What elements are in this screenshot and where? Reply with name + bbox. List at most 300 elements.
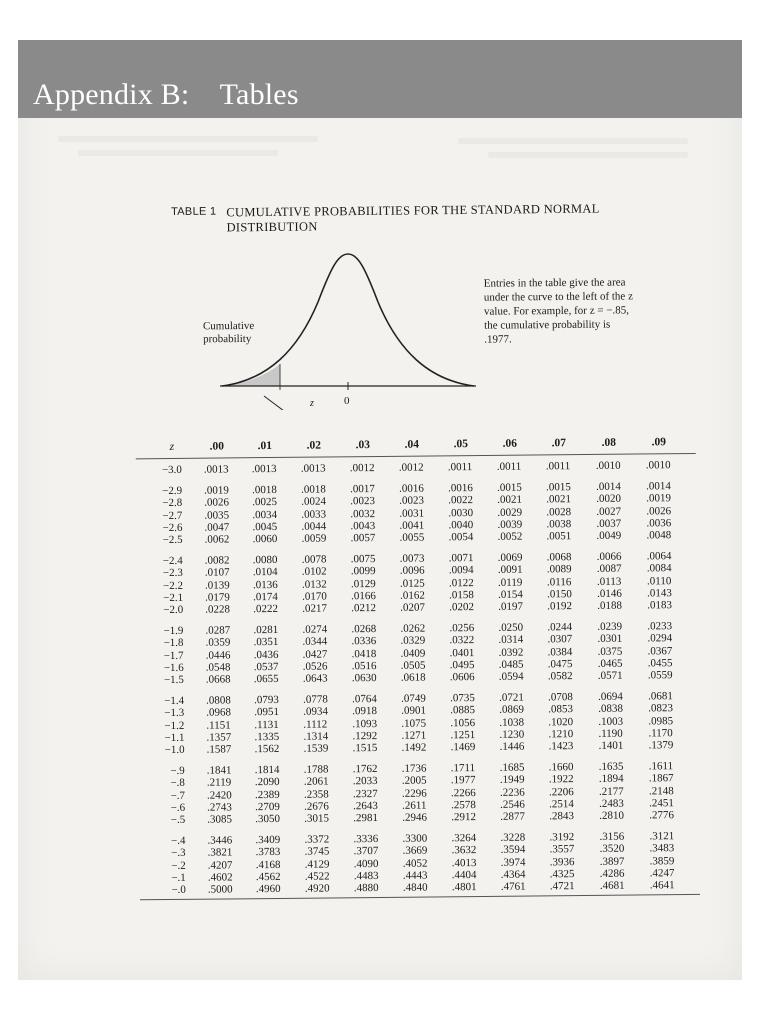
probability-cell: .0322 [449, 634, 475, 647]
probability-cell: .4801 [451, 881, 477, 894]
probability-cell: .0143 [647, 586, 672, 600]
z-value: −.6 [170, 801, 186, 814]
probability-cell: .0094 [448, 564, 474, 577]
probability-cell: .0045 [252, 520, 278, 533]
probability-cell: .3783 [255, 846, 281, 859]
probability-cell: .2061 [303, 775, 329, 789]
probability-cell: .2451 [649, 796, 674, 810]
probability-cell: .4090 [353, 857, 379, 870]
probability-cell: .4129 [304, 858, 330, 871]
probability-cell: .0643 [302, 672, 328, 685]
probability-cell: .3859 [649, 854, 675, 867]
probability-cell: .0256 [449, 622, 475, 635]
probability-cell: .4761 [500, 880, 526, 893]
probability-cell: .0359 [205, 636, 231, 650]
probability-cell: .0026 [204, 496, 230, 510]
probability-cell: .0188 [597, 599, 623, 612]
probability-cell: .0048 [646, 529, 672, 542]
probability-cell: .0062 [204, 533, 230, 546]
probability-cell: .0011 [545, 460, 571, 473]
probability-cell: .0250 [498, 621, 524, 635]
probability-cell: .0071 [448, 552, 474, 565]
probability-cell: .1038 [499, 716, 525, 729]
probability-cell: .0020 [596, 493, 621, 506]
probability-cell: .3300 [402, 832, 428, 845]
probability-cell: .0174 [253, 590, 278, 603]
probability-cell: .0548 [205, 661, 231, 674]
z-value: −2.8 [162, 497, 183, 510]
probability-cell: .3974 [500, 856, 526, 869]
probability-cell: .0166 [351, 589, 376, 603]
probability-cell: .1977 [450, 774, 476, 787]
probability-cell: .3264 [451, 832, 477, 845]
probability-cell: .1210 [548, 727, 574, 741]
probability-cell: .0043 [350, 519, 376, 533]
probability-cell: .3015 [304, 812, 330, 825]
probability-cell: .0035 [204, 509, 230, 522]
probability-cell: .0749 [401, 692, 426, 705]
probability-cell: .0427 [302, 648, 328, 661]
probability-cell: .0694 [598, 690, 623, 704]
probability-cell: .0102 [301, 565, 327, 579]
z-value: −.1 [171, 871, 186, 884]
probability-cell: .2420 [206, 789, 232, 802]
probability-cell: .2946 [402, 811, 428, 824]
probability-cell: .1611 [648, 760, 674, 773]
probability-cell: .0060 [252, 532, 278, 546]
probability-cell: .0013 [251, 462, 277, 476]
probability-cell: .1660 [548, 761, 574, 774]
probability-cell: .2090 [254, 776, 280, 789]
probability-cell: .0034 [252, 508, 278, 521]
probability-cell: .0668 [205, 673, 231, 686]
probability-cell: .4052 [402, 857, 428, 870]
z-value: −2.5 [162, 533, 183, 547]
probability-cell: .0014 [596, 480, 621, 494]
probability-cell: .3632 [451, 844, 477, 857]
z-value: −.4 [170, 835, 186, 848]
probability-cell: .4721 [549, 880, 575, 893]
column-header: .07 [551, 437, 567, 450]
column-header: .09 [651, 436, 667, 449]
z-value: −1.4 [164, 695, 185, 708]
column-header: .06 [502, 437, 518, 450]
probability-cell: .0281 [253, 624, 279, 637]
probability-cell: .0212 [351, 602, 377, 615]
probability-cell: .1949 [499, 773, 525, 787]
probability-cell: .0436 [253, 648, 279, 661]
probability-cell: .3557 [549, 843, 575, 856]
column-header: .04 [404, 438, 420, 451]
probability-cell: .0375 [597, 645, 623, 658]
probability-cell: .0091 [497, 563, 523, 577]
probability-cell: .1515 [352, 742, 378, 755]
probability-cell: .0015 [546, 481, 571, 494]
probability-cell: .0010 [645, 459, 671, 472]
probability-cell: .0080 [252, 554, 278, 567]
probability-cell: .0014 [646, 480, 671, 493]
probability-cell: .2483 [599, 797, 624, 810]
probability-cell: .0901 [401, 704, 427, 718]
entries-note: Entries in the table give the area under the curve to the left of the z value. For example, for z = −.85, the cumulative probability is .1977. [483, 276, 633, 346]
probability-cell: .0122 [448, 576, 474, 589]
probability-cell: .0192 [547, 600, 573, 613]
probability-cell: .0465 [597, 657, 623, 670]
probability-cell: .0217 [302, 602, 328, 615]
probability-cell: .0055 [399, 531, 425, 544]
probability-cell: .3745 [304, 845, 330, 859]
probability-cell: .0113 [596, 575, 622, 588]
probability-cell: .1075 [401, 717, 427, 730]
z-value: −2.7 [162, 509, 183, 522]
probability-cell: .3121 [649, 830, 675, 843]
probability-cell: .0011 [496, 460, 522, 473]
probability-cell: .2266 [450, 786, 476, 799]
probability-cell: .1635 [598, 760, 624, 774]
probability-cell: .2709 [255, 800, 280, 813]
z-value: −2.9 [162, 485, 183, 498]
probability-cell: .0016 [448, 482, 473, 495]
probability-cell: .0040 [448, 518, 474, 532]
probability-cell: .4483 [353, 869, 379, 883]
probability-cell: .1841 [206, 764, 232, 777]
probability-cell: .2033 [352, 775, 378, 788]
probability-cell: .4880 [353, 882, 379, 895]
probability-cell: .0132 [301, 578, 327, 591]
probability-cell: .1814 [254, 764, 280, 777]
probability-cell: .0968 [206, 706, 232, 720]
probability-cell: .0485 [498, 658, 524, 671]
probability-cell: .0287 [205, 624, 231, 637]
z-value: −.7 [170, 789, 186, 802]
probability-cell: .4325 [549, 867, 575, 881]
probability-cell: .2546 [500, 798, 525, 811]
probability-cell: .0032 [350, 507, 376, 520]
probability-cell: .0778 [303, 693, 328, 706]
probability-cell: .1401 [598, 739, 624, 752]
probability-cell: .2296 [401, 787, 427, 800]
probability-cell: .4168 [255, 858, 281, 871]
probability-cell: .0618 [400, 671, 426, 684]
probability-cell: .1151 [206, 719, 231, 732]
probability-cell: .0038 [546, 517, 572, 531]
probability-cell: .0571 [597, 669, 623, 682]
probability-cell: .0012 [349, 462, 375, 475]
probability-cell: .2389 [254, 788, 280, 801]
probability-cell: .0197 [498, 600, 524, 613]
page-photo [18, 40, 742, 980]
probability-cell: .0808 [206, 694, 231, 707]
probability-cell: .0162 [400, 589, 425, 602]
probability-cell: .0018 [252, 484, 277, 497]
probability-cell: .1112 [303, 718, 328, 731]
probability-cell: .1587 [206, 743, 232, 756]
probability-cell: .1251 [450, 728, 476, 742]
probability-cell: .1446 [499, 740, 525, 753]
probability-cell: .0735 [450, 692, 475, 705]
probability-cell: .2912 [451, 811, 477, 824]
probability-cell: .0838 [598, 703, 624, 716]
probability-cell: .0418 [351, 647, 377, 660]
probability-cell: .0051 [546, 530, 572, 543]
probability-cell: .3707 [353, 845, 379, 858]
z-value: −.8 [170, 777, 185, 790]
probability-cell: .0239 [597, 620, 623, 634]
probability-cell: .0582 [547, 670, 573, 683]
probability-cell: .4920 [304, 882, 330, 895]
probability-cell: .0010 [595, 459, 621, 472]
probability-cell: .0268 [351, 623, 377, 636]
probability-cell: .3336 [353, 833, 379, 846]
probability-cell: .0013 [203, 463, 229, 476]
z-value: −2.3 [162, 567, 183, 580]
z-value: −.3 [171, 847, 186, 860]
probability-cell: .1020 [548, 715, 574, 728]
probability-cell: .0401 [449, 646, 475, 659]
probability-cell: .0021 [546, 493, 571, 506]
probability-cell: .4522 [304, 870, 330, 883]
page-title: Appendix B: Tables [33, 78, 299, 111]
probability-cell: .0655 [253, 672, 279, 686]
probability-cell: .4443 [402, 869, 428, 882]
probability-cell: .0026 [646, 504, 672, 518]
probability-cell: .0041 [399, 519, 425, 532]
probability-cell: .1190 [598, 727, 623, 740]
probability-cell: .2177 [598, 785, 624, 798]
probability-cell: .1562 [254, 742, 280, 756]
probability-cell: .0031 [399, 507, 425, 520]
probability-cell: .0023 [399, 494, 424, 508]
probability-cell: .0294 [647, 632, 673, 645]
probability-cell: .4681 [599, 879, 625, 892]
probability-cell: .0630 [351, 672, 377, 685]
z-value: −1.0 [164, 743, 185, 757]
probability-cell: .0202 [449, 601, 475, 614]
z-column-header: z [169, 440, 175, 453]
probability-cell: .0107 [204, 566, 230, 580]
probability-cell: .0068 [546, 551, 572, 564]
probability-cell: .0136 [252, 578, 278, 591]
probability-cell: .0052 [497, 530, 523, 543]
probability-cell: .1685 [499, 761, 525, 775]
probability-cell: .2358 [303, 788, 329, 801]
probability-cell: .2810 [599, 809, 625, 822]
z-value: −2.2 [162, 579, 184, 592]
probability-cell: .0274 [302, 623, 328, 636]
probability-cell: .0183 [647, 599, 673, 612]
probability-cell: .3050 [255, 812, 281, 826]
probability-cell: .0099 [350, 565, 376, 578]
z-value: −2.1 [163, 591, 184, 604]
probability-cell: .0793 [254, 694, 279, 707]
probability-cell: .3520 [599, 843, 625, 856]
probability-cell: .1131 [254, 718, 279, 731]
probability-cell: .0066 [596, 550, 622, 564]
probability-cell: .0022 [448, 494, 473, 507]
probability-cell: .2877 [500, 810, 526, 823]
column-header: .05 [453, 438, 469, 451]
probability-cell: .0016 [399, 482, 424, 495]
z-value: −.9 [170, 765, 185, 778]
probability-cell: .0024 [301, 495, 326, 509]
probability-cell: .0047 [204, 521, 230, 534]
probability-cell: .4562 [255, 870, 281, 883]
probability-cell: .0170 [302, 590, 327, 603]
probability-cell: .0064 [646, 550, 672, 563]
probability-cell: .0073 [399, 552, 425, 565]
column-header: .00 [209, 440, 225, 453]
probability-cell: .1539 [303, 742, 329, 755]
probability-cell: .1894 [598, 773, 624, 786]
probability-cell: .0307 [547, 633, 573, 646]
probability-cell: .2578 [451, 798, 476, 812]
probability-cell: .1922 [548, 773, 574, 786]
probability-cell: .0985 [648, 714, 674, 728]
probability-cell: .2611 [402, 799, 427, 812]
probability-cell: .3594 [500, 843, 526, 857]
probability-cell: .1711 [450, 762, 476, 775]
probability-cell: .3936 [549, 855, 575, 868]
probability-cell: .0011 [447, 461, 473, 474]
probability-cell: .4641 [649, 879, 675, 892]
probability-cell: .1357 [206, 731, 232, 744]
column-header: .02 [306, 439, 322, 452]
probability-cell: .0681 [648, 690, 673, 703]
probability-cell: .0708 [548, 691, 573, 704]
probability-cell: .0012 [398, 461, 424, 474]
probability-cell: .0516 [351, 659, 377, 673]
probability-cell: .1056 [450, 716, 476, 729]
probability-cell: .1335 [254, 730, 280, 743]
probability-cell: .0084 [646, 562, 672, 575]
probability-cell: .3156 [599, 830, 625, 844]
probability-cell: .0116 [546, 575, 572, 588]
probability-cell: .0087 [596, 563, 622, 576]
probability-cell: .3821 [207, 846, 233, 860]
probability-cell: .0059 [301, 532, 327, 545]
probability-cell: .1492 [401, 741, 427, 754]
probability-cell: .0104 [252, 566, 278, 579]
probability-cell: .0110 [646, 574, 672, 588]
probability-cell: .2743 [207, 801, 232, 814]
probability-cell: .4840 [402, 881, 428, 894]
probability-cell: .1314 [303, 730, 329, 743]
probability-cell: .1093 [352, 717, 378, 730]
probability-cell: .1469 [450, 741, 476, 754]
header-rule [136, 453, 696, 459]
z-value: −2.0 [163, 603, 184, 617]
probability-cell: .2843 [549, 810, 575, 823]
probability-cell: .0150 [547, 587, 572, 601]
probability-cell: .0125 [399, 577, 425, 590]
z-value: −1.8 [163, 637, 184, 650]
probability-cell: .0154 [498, 588, 523, 601]
table-title: CUMULATIVE PROBABILITIES FOR THE STANDARD NORMAL DISTRIBUTION [226, 201, 600, 235]
probability-cell: .0409 [400, 647, 426, 660]
probability-cell: .4960 [255, 882, 281, 896]
z-value: −2.4 [162, 555, 183, 568]
probability-cell: .4013 [451, 856, 477, 869]
probability-cell: .3192 [549, 831, 575, 844]
probability-cell: .0262 [400, 622, 426, 635]
probability-cell: .3409 [255, 834, 281, 847]
probability-cell: .3483 [649, 842, 675, 855]
z-axis-label: z [310, 398, 314, 409]
z-value: −.5 [170, 813, 186, 826]
probability-cell: .0028 [546, 505, 572, 518]
table-label: TABLE 1 [171, 205, 217, 218]
probability-cell: .0367 [647, 644, 673, 658]
probability-cell: .1736 [401, 762, 427, 775]
probability-cell: .0082 [204, 554, 230, 567]
probability-cell: .0885 [450, 704, 476, 717]
probability-cell: .2119 [206, 776, 232, 790]
column-header: .08 [601, 436, 617, 449]
probability-cell: .0351 [253, 636, 279, 649]
probability-cell: .0329 [400, 634, 426, 648]
probability-cell: .0392 [498, 646, 524, 659]
z-value: −1.1 [164, 731, 185, 744]
z-value: −1.3 [164, 707, 185, 720]
probability-cell: .0119 [497, 576, 523, 589]
probability-cell: .0526 [302, 660, 328, 673]
normal-probability-table [18, 40, 742, 980]
probability-cell: .0021 [497, 494, 522, 507]
z-value: −1.9 [163, 625, 184, 638]
probability-cell: .2148 [648, 784, 674, 797]
probability-cell: .0446 [205, 649, 231, 662]
probability-cell: .4286 [599, 867, 625, 880]
probability-cell: .0244 [547, 621, 573, 634]
probability-cell: .0015 [497, 481, 522, 495]
probability-cell: .0455 [647, 656, 673, 670]
probability-cell: .5000 [207, 883, 233, 896]
probability-cell: .0179 [205, 591, 230, 604]
probability-cell: .4207 [207, 858, 233, 872]
probability-cell: .1379 [648, 739, 674, 752]
probability-cell: .1292 [352, 729, 378, 743]
probability-cell: .0764 [352, 693, 377, 706]
z-value: −1.6 [163, 661, 184, 674]
probability-cell: .0089 [546, 563, 572, 576]
probability-cell: .0344 [302, 635, 328, 649]
z-value: −2.6 [162, 521, 183, 534]
z-value: −1.5 [163, 673, 184, 687]
probability-cell: .3228 [500, 831, 526, 845]
probability-cell: .0018 [301, 483, 326, 496]
z-value: −3.0 [161, 463, 182, 477]
probability-cell: .0049 [596, 529, 622, 542]
probability-cell: .0853 [548, 703, 574, 716]
z-value: −.0 [171, 883, 186, 896]
cumulative-probability-label: Cumulative probability [202, 319, 255, 346]
probability-cell: .0301 [597, 633, 623, 646]
probability-cell: .0013 [300, 462, 326, 475]
probability-cell: .3446 [207, 834, 233, 847]
probability-cell: .1271 [401, 729, 427, 742]
probability-cell: .1788 [303, 763, 329, 776]
probability-cell: .3372 [304, 833, 330, 846]
probability-cell: .0039 [497, 518, 523, 531]
probability-cell: .0475 [547, 657, 573, 671]
probability-cell: .0594 [498, 670, 524, 683]
probability-cell: .0037 [596, 517, 622, 530]
column-header: .01 [257, 440, 273, 453]
zero-axis-label: 0 [344, 395, 350, 407]
probability-cell: .0078 [301, 553, 327, 566]
probability-cell: .2327 [352, 787, 378, 800]
probability-cell: .0019 [646, 492, 671, 505]
